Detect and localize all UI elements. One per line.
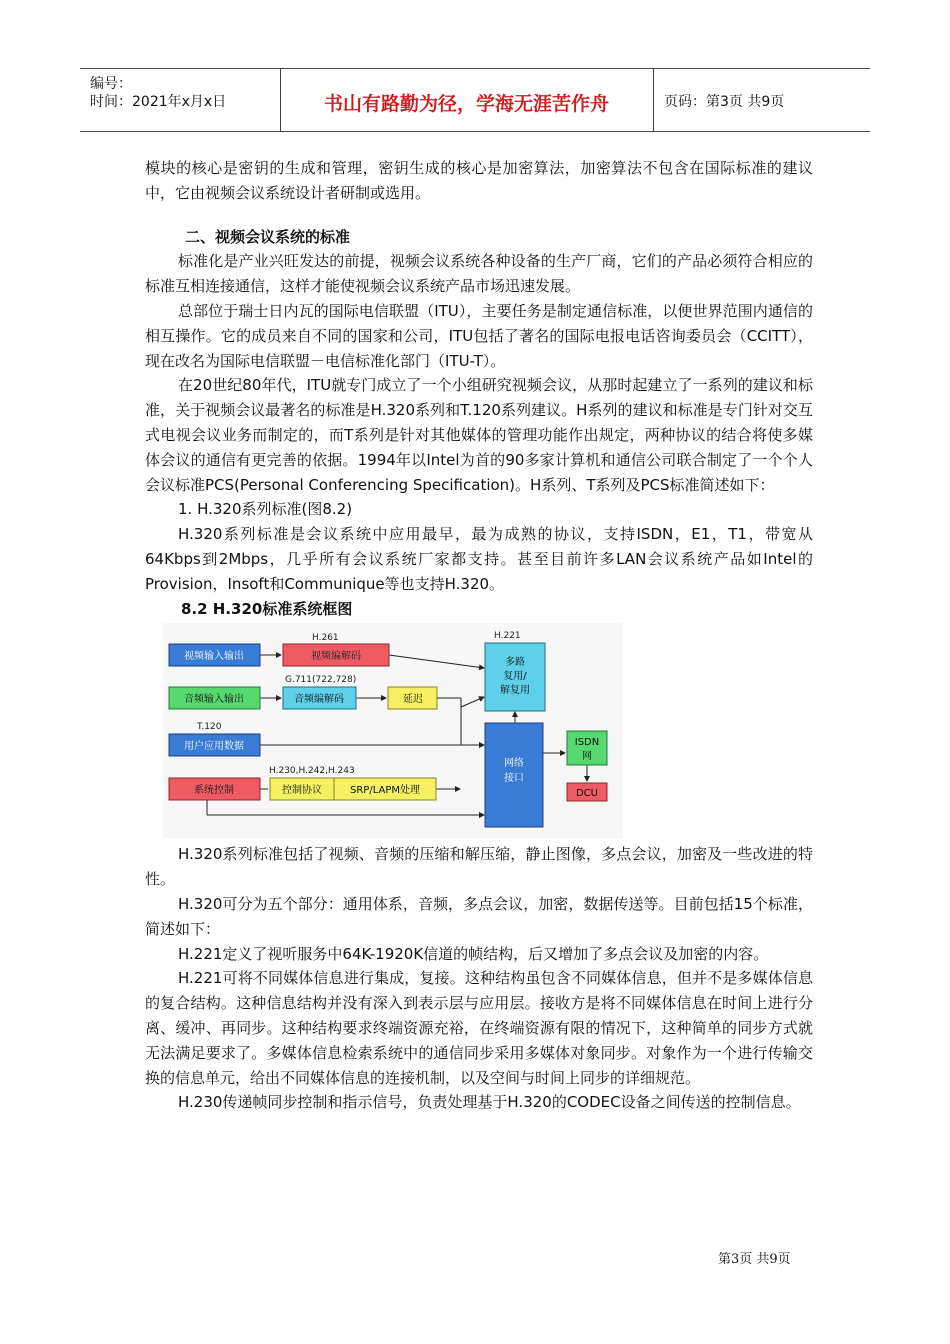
ctrl-proto-label: 控制协议: [282, 785, 322, 797]
header-page-cell: [654, 69, 870, 131]
isdn-label-1: ISDN: [574, 737, 600, 749]
user-data-label: 用户应用数据: [184, 741, 244, 753]
audio-io-label: 音频输入输出: [184, 694, 244, 706]
h261-label: H.261: [312, 633, 339, 644]
section-heading: 二、视频会议系统的标准: [185, 227, 351, 246]
video-io-label: 视频输入输出: [184, 651, 244, 663]
spacer: [145, 206, 813, 225]
header-motto: 书山有路勤为径，学海无涯苦作舟: [323, 93, 609, 115]
paragraph: 模块的核心是密钥的生成和管理，密钥生成的核心是加密算法，加密算法不包含在国际标准的建议中，它由视频会议系统设计者研制或选用。: [145, 159, 813, 202]
header-page-number: 页码：第3页 共9页: [664, 94, 785, 110]
t120-label: T.120: [197, 722, 222, 733]
audio-codec-label: 音频编解码: [294, 694, 344, 706]
paragraph: H.230传递帧同步控制和指示信号，负责处理基于H.320的CODEC设备之间传送的控制信息。: [178, 1093, 801, 1112]
h230-label: H.230,H.242,H.243: [269, 766, 355, 777]
h221-label: H.221: [494, 631, 521, 642]
g711-label: G.711(722,728): [285, 675, 357, 686]
header-meta-cell: [80, 69, 281, 131]
document-body: [145, 156, 844, 1115]
delay-label: 延迟: [403, 694, 423, 706]
h320-block-diagram: [163, 623, 623, 838]
paragraph: H.221可将不同媒体信息进行集成，复接。这种结构虽包含不同媒体信息，但并不是多媒体信息的复合结构。这种信息结构并没有深入到表示层与应用层。接收方是将不同媒体信息在时间上进行分离、缓冲、再同步。这种结构要求终端资源充裕，在终端资源有限的情况下，这种简单的同步方式就无法满足要求了。多媒体信息检索系统中的通信同步采用多媒体对象同步。对象作为一个进行传输交换的信息单元，给出不同媒体信息的连接机制，以及空间与时间上同步的详细规范。: [145, 969, 813, 1087]
doc-number-label: 编号：: [90, 76, 132, 92]
paragraph: 在20世纪80年代，ITU就专门成立了一个小组研究视频会议，从那时起建立了一系列的建议和标准，关于视频会议最著名的标准是H.320系列和T.120系列建议。H系列的建议和标准是专门针对交互式电视会议业务而制定的，而T系列是针对其他媒体的管理功能作出规定，两种协议的结合将使多媒体会议的通信有更完善的依据。1994年以Intel为首的90多家计算机和通信公司联合制定了一个个人会议标准PCS(Personal Conferencing Specification)。H系列、T系列及PCS标准简述如下：: [145, 376, 813, 494]
net-label-2: 接口: [504, 773, 524, 785]
srp-label: SRP/LAPM处理: [350, 785, 420, 797]
figure-title: 8.2 H.320标准系统框图: [181, 599, 353, 618]
page-footer: 第3页 共9页: [718, 1252, 791, 1267]
diagram-svg: [163, 623, 623, 838]
header-motto-cell: [280, 69, 654, 131]
mux-label-3: 解复用: [500, 685, 530, 697]
doc-date: 时间：2021年x月x日: [90, 94, 227, 110]
sys-ctrl-label: 系统控制: [194, 785, 234, 797]
video-codec-label: 视频编解码: [311, 651, 361, 663]
paragraph: H.320系列标准是会议系统中应用最早，最为成熟的协议，支持ISDN，E1，T1，带宽从64Kbps到2Mbps，几乎所有会议系统厂家都支持。甚至目前许多LAN会议系统产品如Intel的 Provision，Insoft和Communique等也支持H.320。: [145, 525, 844, 593]
paragraph: 标准化是产业兴旺发达的前提，视频会议系统各种设备的生产厂商，它们的产品必须符合相应的标准互相连接通信，这样才能使视频会议系统产品市场迅速发展。: [145, 252, 813, 296]
dcu-label: DCU: [575, 788, 599, 800]
net-label-1: 网络: [504, 758, 524, 770]
isdn-label-2: 网: [582, 751, 592, 763]
paragraph: 总部位于瑞士日内瓦的国际电信联盟（ITU），主要任务是制定通信标准，以便世界范围内通信的相互操作。它的成员来自不同的国家和公司，ITU包括了著名的国际电报电话咨询委员会（CCITT），现在改名为国际电信联盟－电信标准化部门（ITU-T）。: [145, 301, 813, 370]
paragraph: H.320可分为五个部分：通用体系，音频，多点会议，加密，数据传送等。目前包括15个标准，简述如下：: [145, 894, 813, 938]
paragraph: H.320系列标准包括了视频、音频的压缩和解压缩，静止图像，多点会议，加密及一些改进的特性。: [145, 845, 813, 889]
page-header: [80, 68, 870, 132]
mux-label-2: 复用/: [503, 671, 527, 683]
paragraph: H.221定义了视听服务中64K-1920K信道的帧结构，后又增加了多点会议及加密的内容。: [178, 944, 769, 963]
mux-label-1: 多路: [505, 657, 525, 669]
list-heading: 1. H.320系列标准(图8.2): [178, 500, 353, 519]
